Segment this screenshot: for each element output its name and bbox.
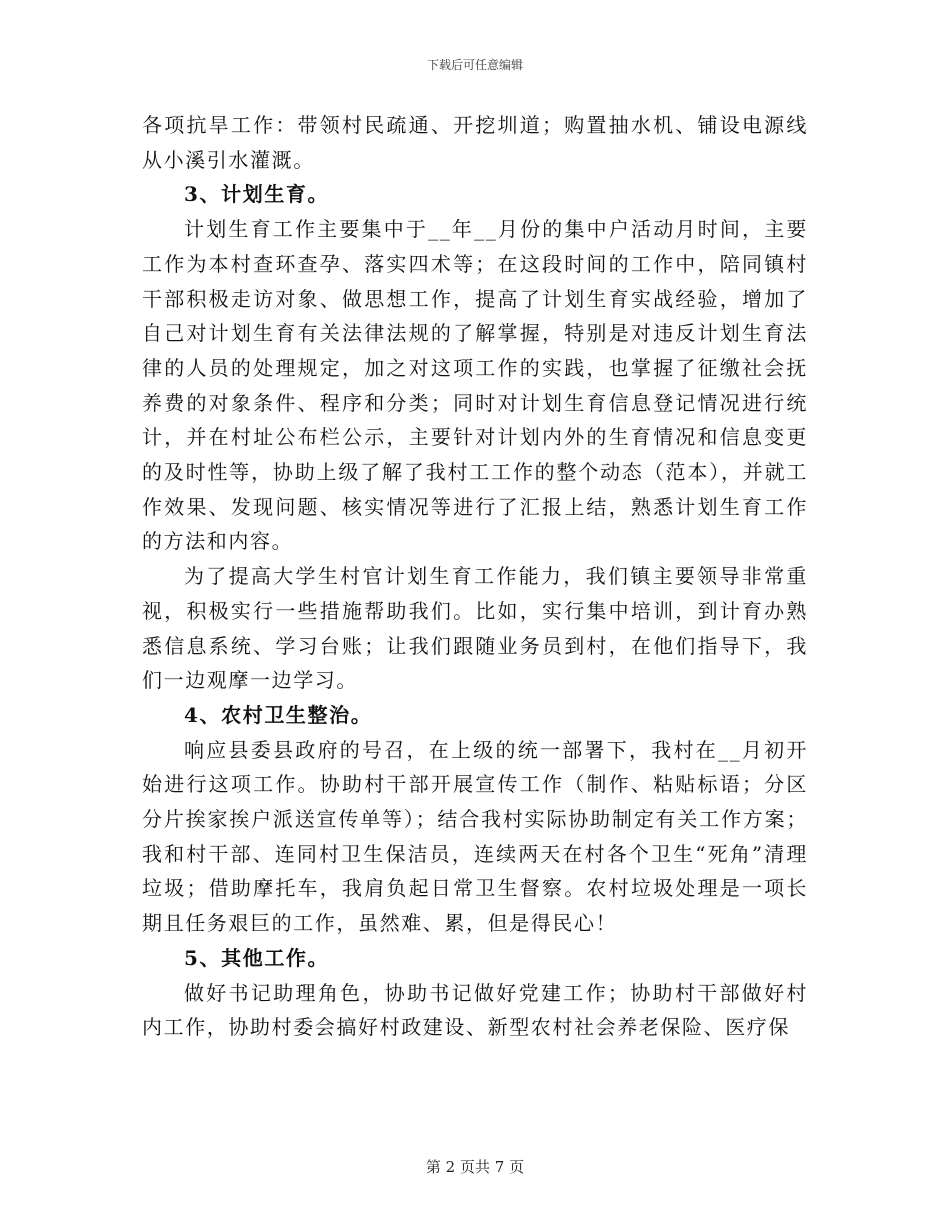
section-heading-family-planning: 3、计划生育。 bbox=[184, 182, 330, 207]
page-header: 下载后可任意编辑 bbox=[426, 58, 523, 72]
page-number: 第 2 页共 7 页 bbox=[425, 1158, 525, 1176]
paragraph-sanitation: 响应县委县政府的号召，在上级的统一部署下，我村在__月初开始进行这项工作。协助村干部开展宣传工作（制作、粘贴标语；分区分片挨家挨户派送宣传单等）；结合我村实际协助制定有关工作方案；我和村干部、连同村卫生保洁员，连续两天在村各个卫生“死角”清理垃圾；借助摩托车，我肩负起日常卫生督察。农村垃圾处理是一项长期且任务艰巨的工作，虽然难、累，但是得民心！ bbox=[142, 737, 808, 936]
paragraph-family-planning: 计划生育工作主要集中于__年__月份的集中户活动月时间，主要工作为本村查环查孕、落实四术等；在这段时间的工作中，陪同镇村干部积极走访对象、做思想工作，提高了计划生育实战经验，增加了自己对计划生育有关法律法规的了解掌握，特别是对违反计划生育法律的人员的处理规定，加之对这项工作的实践，也掌握了征缴社会抚养费的对象条件、程序和分类；同时对计划生育信息登记情况进行统计，并在村址公布栏公示，主要针对计划内外的生育情况和信息变更的及时性等，协助上级了解了我村工工作的整个动态（范本），并就工作效果、发现问题、核实情况等进行了汇报上结，熟悉计划生育工作的方法和内容。 bbox=[142, 217, 808, 554]
section-heading-other-work: 5、其他工作。 bbox=[184, 945, 330, 970]
paragraph-other-work: 做好书记助理角色，协助书记做好党建工作；协助村干部做好村内工作，协助村委会搞好村政建设、新型农村社会养老保险、医疗保 bbox=[142, 980, 808, 1040]
section-heading-sanitation: 4、农村卫生整治。 bbox=[184, 702, 373, 727]
paragraph-training: 为了提高大学生村官计划生育工作能力，我们镇主要领导非常重视，积极实行一些措施帮助我们。比如，实行集中培训，到计育办熟悉信息系统、学习台账；让我们跟随业务员到村，在他们指导下，我们一边观摩一边学习。 bbox=[142, 564, 808, 693]
paragraph-drought-work: 各项抗旱工作：带领村民疏通、开挖圳道；购置抽水机、铺设电源线从小溪引水灌溉。 bbox=[142, 113, 808, 172]
document-body bbox=[142, 108, 808, 1045]
